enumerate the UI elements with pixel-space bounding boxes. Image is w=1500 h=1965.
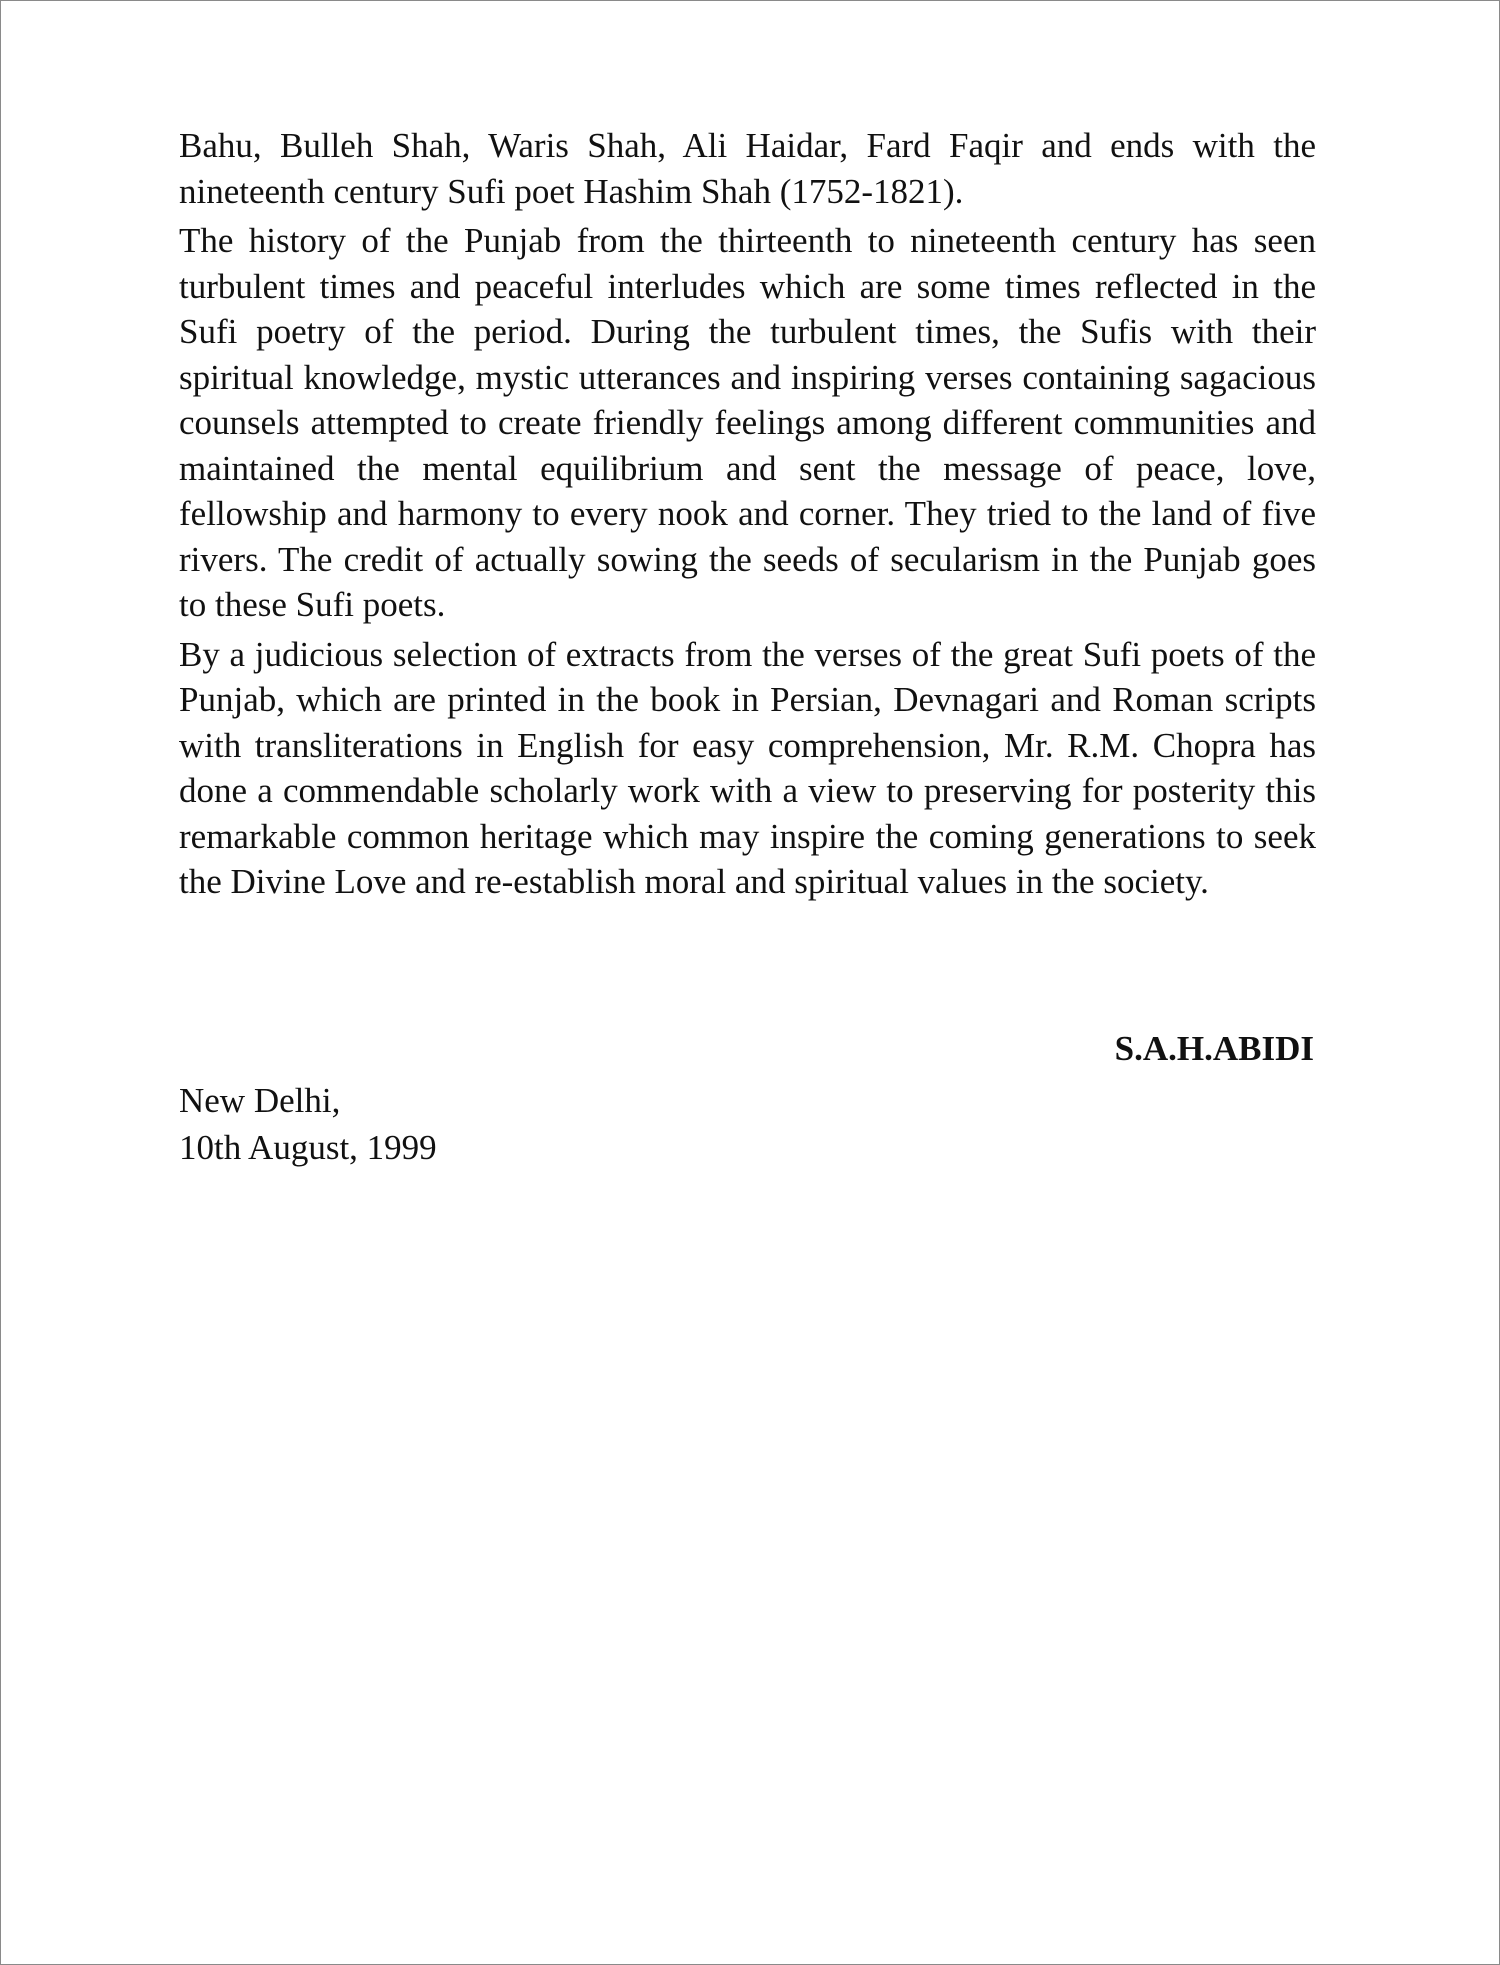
body-text — [179, 123, 1316, 909]
paragraph-poets-list: Bahu, Bulleh Shah, Waris Shah, Ali Haidar, Fard Faqir and ends with the nineteenth century Sufi poet Hashim Shah (1752-1821). — [179, 126, 1316, 211]
place-line: New Delhi, — [179, 1081, 341, 1120]
paragraph-book-selection: By a judicious selection of extracts from the verses of the great Sufi poets of the Punjab, which are printed in the book in Persian, Devnagari and Roman scripts with transliterations in English for easy comprehension, Mr. R.M. Chopra has done a commendable scholarly work with a view to preserving for posterity this remarkable common heritage which may inspire the coming generations to seek the Divine Love and re-establish moral and spiritual values in the society. — [179, 634, 1316, 901]
paragraph-punjab-history: The history of the Punjab from the thirteenth to nineteenth century has seen turbulent times and peaceful interludes which are some times reflected in the Sufi poetry of the period. During the turbulent times, the Sufis with their spiritual knowledge, mystic utterances and inspiring verses containing sagacious counsels attempted to create friendly feelings among different communities and maintained the mental equilibrium and sent the message of peace, love, fellowship and harmony to every nook and corner. They tried to the land of five rivers. The credit of actually sowing the seeds of secularism in the Punjab goes to these Sufi poets. — [179, 221, 1316, 624]
author-signature: S.A.H.ABIDI — [1114, 1029, 1314, 1068]
place-and-date — [179, 1077, 437, 1171]
date-line: 10th August, 1999 — [179, 1128, 437, 1167]
